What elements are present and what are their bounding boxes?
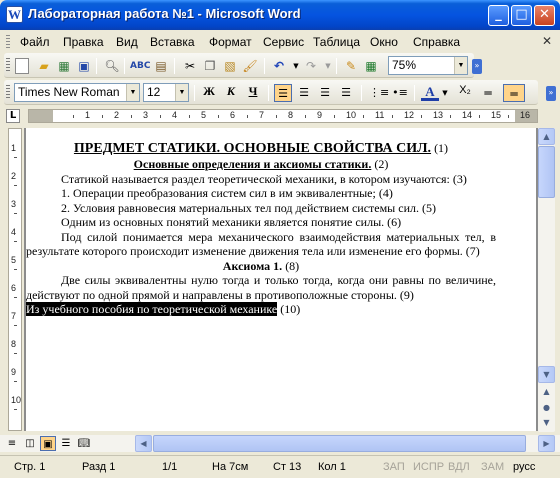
font-color-dropdown-icon[interactable]: ▼ bbox=[442, 89, 448, 97]
status-section: Разд 1 bbox=[82, 461, 116, 473]
status-language: русс bbox=[513, 461, 536, 473]
status-column: Кол 1 bbox=[318, 461, 346, 473]
redo-dropdown-icon[interactable]: ▼ bbox=[325, 62, 331, 70]
ruler-number: 14 bbox=[462, 110, 473, 120]
ruler-tick bbox=[450, 115, 451, 118]
font-size-value: 12 bbox=[147, 85, 161, 99]
research-icon[interactable]: ▤ bbox=[155, 59, 167, 73]
ruler-number: 16 bbox=[520, 110, 531, 120]
menu-insert[interactable]: Вставка bbox=[150, 35, 195, 49]
vruler-tick bbox=[14, 185, 17, 186]
font-dropdown-icon[interactable]: ▼ bbox=[126, 84, 139, 101]
ruler-tick bbox=[537, 115, 538, 118]
ruler-row bbox=[0, 106, 560, 126]
paragraph-4: 1. Операции преобразования систем сил в им эквивалентные; (4) bbox=[61, 186, 393, 200]
paragraph-10 bbox=[26, 302, 496, 317]
maximize-button[interactable]: □ bbox=[511, 5, 532, 26]
ruler-tick bbox=[276, 115, 277, 118]
toolbar-options-icon[interactable]: » bbox=[472, 59, 482, 74]
toolbar-grip[interactable] bbox=[6, 58, 10, 73]
size-dropdown-icon[interactable]: ▼ bbox=[175, 84, 188, 101]
vruler-tick bbox=[14, 241, 17, 242]
ruler-tick bbox=[305, 115, 306, 118]
italic-button[interactable]: К bbox=[226, 84, 236, 98]
vruler-tick bbox=[14, 381, 17, 382]
doc-title: ПРЕДМЕТ СТАТИКИ. ОСНОВНЫЕ СВОЙСТВА СИЛ. bbox=[73, 141, 432, 156]
undo-icon[interactable]: ↶ bbox=[273, 59, 285, 73]
word-app-icon[interactable]: W bbox=[8, 7, 21, 22]
scroll-left-button[interactable]: ◀ bbox=[135, 435, 152, 452]
toolbar-options-icon-2[interactable]: » bbox=[546, 86, 556, 101]
zoom-select[interactable] bbox=[388, 56, 468, 75]
ruler-number: 5 bbox=[201, 110, 207, 120]
web-layout-icon[interactable]: ◫ bbox=[25, 438, 35, 449]
paste-icon[interactable]: ▧ bbox=[224, 59, 236, 73]
menu-file[interactable]: Файл bbox=[20, 35, 50, 49]
status-position: На 7см bbox=[212, 461, 249, 473]
print-layout-icon[interactable]: ▣ bbox=[40, 436, 56, 451]
align-left-button[interactable]: ☰ bbox=[274, 84, 292, 102]
vruler-tick bbox=[14, 297, 17, 298]
ruler-tick bbox=[189, 115, 190, 118]
font-name-value: Times New Roman bbox=[18, 85, 120, 99]
minimize-button[interactable]: _ bbox=[488, 5, 509, 26]
ruler-number: 6 bbox=[230, 110, 236, 120]
ruler-number: 8 bbox=[288, 110, 294, 120]
vruler-number: 4 bbox=[11, 227, 17, 237]
paragraph-9: Две силы эквивалентны нулю тогда и только тогда, когда они равны по величине, действуют по одной прямой и направлены в противоположные стороны. (9) bbox=[26, 273, 496, 302]
next-page-icon[interactable]: ▼ bbox=[538, 415, 555, 432]
ruler-tick bbox=[102, 115, 103, 118]
vruler-tick bbox=[14, 269, 17, 270]
toolbar-grip-2[interactable] bbox=[6, 85, 10, 100]
ruler-number: 2 bbox=[114, 110, 120, 120]
ruler-tick bbox=[131, 115, 132, 118]
format-painter-icon[interactable]: 🖌︎ bbox=[242, 59, 258, 73]
font-size-select[interactable] bbox=[143, 83, 189, 102]
doc-title-line bbox=[26, 140, 496, 157]
spelling-icon[interactable]: ABC bbox=[130, 61, 151, 71]
vruler-tick bbox=[14, 409, 17, 410]
vruler-number: 6 bbox=[11, 283, 17, 293]
menu-tools[interactable]: Сервис bbox=[263, 35, 305, 49]
paragraph-3: Статикой называется раздел теоретической механики, в котором изучаются: (3) bbox=[61, 171, 467, 186]
doc-subtitle: Основные определения и аксиомы статики. bbox=[133, 157, 372, 171]
vruler-number: 3 bbox=[11, 199, 17, 209]
axiom-mark: (8) bbox=[282, 258, 300, 273]
horizontal-scroll-thumb[interactable] bbox=[153, 435, 526, 452]
ruler-number: 11 bbox=[375, 110, 385, 120]
menu-format[interactable]: Формат bbox=[209, 35, 252, 49]
vruler-number: 7 bbox=[11, 311, 17, 321]
paragraph-7: Под силой понимается мера механического взаимодействия материальных тел, в результате которого происходит изменение движения тела или изменение его формы. (7) bbox=[26, 229, 496, 258]
ruler-number: 9 bbox=[317, 110, 323, 120]
axiom-heading-line bbox=[26, 259, 496, 274]
ruler-number: 12 bbox=[404, 110, 415, 120]
ruler-number: 4 bbox=[172, 110, 178, 120]
reading-layout-icon[interactable]: 📖︎ bbox=[77, 438, 91, 449]
axiom-heading: Аксиома 1. bbox=[222, 258, 283, 273]
tables-borders-icon[interactable]: ✎ bbox=[345, 59, 357, 73]
paragraph-6: Одним из основных понятий механики является понятие силы. (6) bbox=[61, 215, 402, 229]
undo-dropdown-icon[interactable]: ▼ bbox=[293, 62, 299, 70]
status-bar bbox=[0, 455, 560, 478]
status-overtype[interactable]: ЗАМ bbox=[481, 461, 505, 473]
horizontal-scrollbar[interactable] bbox=[0, 435, 560, 452]
open-folder-icon[interactable]: ▰ bbox=[39, 59, 49, 73]
ruler-tick bbox=[508, 115, 509, 118]
outline-view-icon[interactable]: ☰ bbox=[61, 438, 71, 449]
align-right-button[interactable]: ☰ bbox=[320, 86, 330, 99]
ruler-tick bbox=[392, 115, 393, 118]
browse-object-icon[interactable]: ● bbox=[538, 400, 555, 417]
vertical-ruler[interactable] bbox=[8, 128, 22, 431]
paragraph-5: 2. Условия равновесия материальных тел под действием системы сил. (5) bbox=[61, 200, 436, 215]
menu-grip[interactable] bbox=[6, 35, 10, 49]
menu-help[interactable]: Справка bbox=[413, 35, 461, 49]
scroll-up-button[interactable]: ▲ bbox=[538, 128, 555, 145]
bullets-icon[interactable]: •≡ bbox=[392, 86, 408, 99]
tab-selector[interactable]: L bbox=[6, 109, 20, 123]
vertical-scroll-thumb[interactable] bbox=[538, 146, 555, 198]
zoom-value: 75% bbox=[392, 58, 417, 72]
vruler-tick bbox=[14, 213, 17, 214]
menu-table[interactable]: Таблица bbox=[313, 35, 361, 49]
highlight-line-icon[interactable]: ═ bbox=[503, 84, 525, 102]
normal-view-icon[interactable]: ≡ bbox=[7, 438, 17, 449]
status-extend[interactable]: ВДЛ bbox=[448, 461, 470, 473]
ruler-tick bbox=[247, 115, 248, 118]
doc-title-mark: (1) bbox=[431, 141, 449, 155]
ruler-tick bbox=[160, 115, 161, 118]
align-center-button[interactable]: ☰ bbox=[299, 86, 309, 99]
horizontal-line-icon[interactable]: ═ bbox=[484, 86, 492, 100]
insert-excel-icon[interactable]: ▦ bbox=[365, 59, 377, 73]
justify-button[interactable]: ☰ bbox=[341, 86, 351, 99]
new-document-icon[interactable] bbox=[15, 58, 29, 74]
numbering-icon[interactable]: ⋮≡ bbox=[369, 86, 390, 99]
zoom-dropdown-icon[interactable]: ▼ bbox=[454, 57, 467, 74]
vruler-number: 9 bbox=[11, 367, 17, 377]
ruler-tick bbox=[479, 115, 480, 118]
formatting-toolbar bbox=[0, 80, 560, 106]
bold-button[interactable]: Ж bbox=[203, 84, 215, 98]
ruler-number: 15 bbox=[491, 110, 502, 120]
ruler-tick bbox=[363, 115, 364, 118]
copy-icon[interactable]: ❐ bbox=[204, 59, 216, 73]
vruler-tick bbox=[14, 353, 17, 354]
status-track-changes[interactable]: ИСПР bbox=[413, 461, 445, 473]
title-bar bbox=[0, 0, 560, 30]
close-button[interactable]: ✕ bbox=[534, 5, 555, 26]
window-title: Лабораторная работа №1 - Microsoft Word bbox=[28, 6, 301, 21]
font-name-select[interactable] bbox=[14, 83, 140, 102]
save-icon[interactable]: ▣ bbox=[78, 59, 90, 73]
permissions-icon[interactable]: ▦ bbox=[58, 59, 70, 73]
ruler-tick bbox=[73, 115, 74, 118]
doc-subtitle-mark: (2) bbox=[371, 157, 389, 171]
vruler-tick bbox=[14, 325, 17, 326]
document-close-icon[interactable]: ✕ bbox=[541, 34, 552, 48]
previous-page-icon[interactable]: ▲ bbox=[538, 384, 555, 401]
menu-window[interactable]: Окно bbox=[370, 35, 398, 49]
font-color-icon[interactable]: A bbox=[421, 84, 439, 101]
status-line: Ст 13 bbox=[273, 461, 302, 473]
subscript-icon[interactable]: X₂ bbox=[459, 84, 471, 96]
ruler-number: 1 bbox=[85, 110, 91, 120]
ruler-tick bbox=[218, 115, 219, 118]
standard-toolbar bbox=[0, 53, 560, 79]
scroll-down-button[interactable]: ▼ bbox=[538, 366, 555, 383]
ruler-tick bbox=[334, 115, 335, 118]
status-record[interactable]: ЗАП bbox=[383, 461, 405, 473]
status-page: Стр. 1 bbox=[14, 461, 46, 473]
vruler-tick bbox=[14, 157, 17, 158]
vruler-number: 1 bbox=[11, 143, 17, 153]
ruler-number: 3 bbox=[143, 110, 149, 120]
print-preview-icon[interactable]: 🔍︎ bbox=[104, 59, 120, 73]
ruler-number: 10 bbox=[346, 110, 357, 120]
paragraph-10-mark: (10) bbox=[277, 302, 301, 316]
menu-edit[interactable]: Правка bbox=[63, 35, 104, 49]
underline-button[interactable]: Ч bbox=[248, 84, 258, 98]
doc-subtitle-line bbox=[26, 157, 496, 172]
ruler-tick bbox=[421, 115, 422, 118]
horizontal-ruler[interactable] bbox=[28, 109, 538, 123]
selected-text[interactable]: Из учебного пособия по теоретической механике bbox=[26, 302, 278, 316]
scroll-right-button[interactable]: ▶ bbox=[538, 435, 555, 452]
vruler-number: 5 bbox=[11, 255, 17, 265]
ruler-number: 7 bbox=[259, 110, 265, 120]
cut-icon[interactable]: ✂ bbox=[184, 59, 196, 73]
vruler-number: 10 bbox=[11, 395, 22, 405]
menu-bar bbox=[4, 32, 556, 52]
menu-view[interactable]: Вид bbox=[116, 35, 138, 49]
vruler-number: 2 bbox=[11, 171, 17, 181]
ruler-number: 13 bbox=[433, 110, 444, 120]
redo-icon[interactable]: ↷ bbox=[305, 59, 317, 73]
document-text[interactable] bbox=[26, 140, 496, 317]
vruler-number: 8 bbox=[11, 339, 17, 349]
vertical-scrollbar[interactable] bbox=[538, 128, 555, 431]
status-pages: 1/1 bbox=[162, 461, 178, 473]
